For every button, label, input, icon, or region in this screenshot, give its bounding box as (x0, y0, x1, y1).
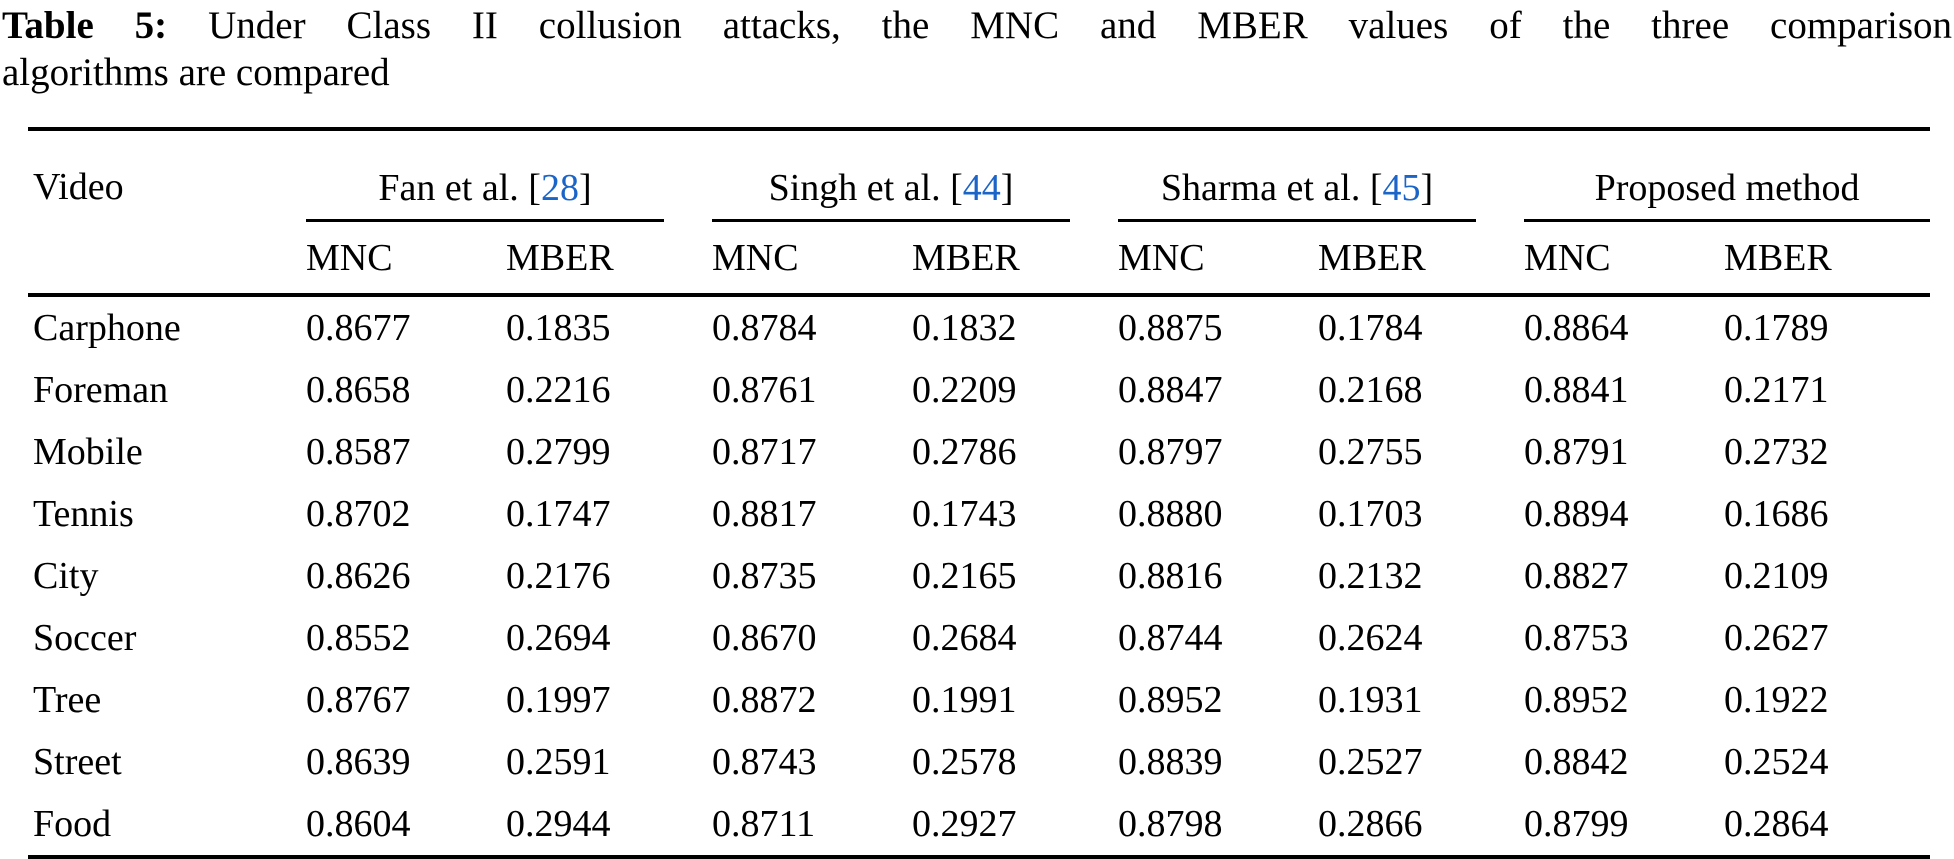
value-cell: 0.2171 (1724, 369, 1829, 411)
value-cell: 0.2168 (1318, 369, 1423, 411)
citation-link-45[interactable]: 45 (1382, 167, 1421, 209)
value-cell: 0.1743 (912, 493, 1017, 535)
value-cell: 0.8761 (712, 369, 817, 411)
value-cell: 0.1832 (912, 307, 1017, 349)
subheader-row (28, 222, 1930, 295)
value-cell: 0.2176 (506, 555, 611, 597)
group-header-singh (712, 129, 1118, 222)
bracket-open: [ (1360, 167, 1383, 209)
bracket-close: ] (578, 167, 592, 209)
subheader-spacer (28, 222, 306, 295)
table-row-soccer (28, 607, 1930, 669)
value-cell: 0.8791 (1524, 431, 1629, 473)
value-cell: 0.2864 (1724, 803, 1829, 845)
table-body (28, 295, 1930, 857)
value-cell: 0.8717 (712, 431, 817, 473)
value-cell: 0.2866 (1318, 803, 1423, 845)
value-cell: 0.2591 (506, 741, 611, 783)
group-name: Singh et al. (768, 167, 941, 209)
table-row-carphone (28, 295, 1930, 359)
value-cell: 0.8872 (712, 679, 817, 721)
group-header-sharma (1118, 129, 1524, 222)
value-cell: 0.8658 (306, 369, 411, 411)
value-cell: 0.1991 (912, 679, 1017, 721)
value-cell: 0.2694 (506, 617, 611, 659)
value-cell: 0.1747 (506, 493, 611, 535)
bracket-open: [ (518, 167, 541, 209)
value-cell: 0.8894 (1524, 493, 1629, 535)
caption-line-1 (2, 2, 1952, 49)
value-cell: 0.8827 (1524, 555, 1629, 597)
subheader-mber-singh: MBER (912, 222, 1118, 295)
value-cell: 0.2684 (912, 617, 1017, 659)
value-cell: 0.8880 (1118, 493, 1223, 535)
value-cell: 0.8677 (306, 307, 411, 349)
caption-text: Under Class II collusion attacks, the MNC and MBER values of the three comparison (208, 4, 1952, 47)
value-cell: 0.8767 (306, 679, 411, 721)
group-header-row (28, 129, 1930, 222)
value-cell: 0.1922 (1724, 679, 1829, 721)
value-cell: 0.8842 (1524, 741, 1629, 783)
value-cell: 0.8604 (306, 803, 411, 845)
value-cell: 0.1703 (1318, 493, 1423, 535)
citation-link-44[interactable]: 44 (962, 167, 1001, 209)
value-cell: 0.2732 (1724, 431, 1829, 473)
subheader-mber-proposed: MBER (1724, 222, 1930, 295)
value-cell: 0.2927 (912, 803, 1017, 845)
group-title (306, 166, 664, 222)
value-cell: 0.1686 (1724, 493, 1829, 535)
value-cell: 0.8798 (1118, 803, 1223, 845)
value-cell: 0.8952 (1118, 679, 1223, 721)
value-cell: 0.2209 (912, 369, 1017, 411)
value-cell: 0.8753 (1524, 617, 1629, 659)
video-name-cell: Foreman (33, 369, 169, 411)
group-title (1524, 166, 1930, 222)
value-cell: 0.8839 (1118, 741, 1223, 783)
table-row-food (28, 793, 1930, 857)
subheader-mnc-sharma: MNC (1118, 222, 1318, 295)
value-cell: 0.1931 (1318, 679, 1423, 721)
bracket-close: ] (1420, 167, 1434, 209)
column-header-video: Video (33, 166, 124, 208)
caption-line-2: algorithms are compared (2, 51, 390, 94)
video-name-cell: Soccer (33, 617, 137, 659)
video-name-cell: Food (33, 803, 112, 845)
table-row-tennis (28, 483, 1930, 545)
value-cell: 0.2624 (1318, 617, 1423, 659)
value-cell: 0.8743 (712, 741, 817, 783)
value-cell: 0.2132 (1318, 555, 1423, 597)
value-cell: 0.8841 (1524, 369, 1629, 411)
table-row-foreman (28, 359, 1930, 421)
table-row-tree (28, 669, 1930, 731)
value-cell: 0.8735 (712, 555, 817, 597)
citation-link-28[interactable]: 28 (540, 167, 579, 209)
value-cell: 0.8744 (1118, 617, 1223, 659)
video-name-cell: Carphone (33, 307, 181, 349)
subheader-mber-sharma: MBER (1318, 222, 1524, 295)
value-cell: 0.2786 (912, 431, 1017, 473)
value-cell: 0.2627 (1724, 617, 1829, 659)
table-row-mobile (28, 421, 1930, 483)
subheader-mnc-fan: MNC (306, 222, 506, 295)
value-cell: 0.2216 (506, 369, 611, 411)
value-cell: 0.8847 (1118, 369, 1223, 411)
group-name: Fan et al. (378, 167, 519, 209)
value-cell: 0.2799 (506, 431, 611, 473)
value-cell: 0.8552 (306, 617, 411, 659)
subheader-mnc-proposed: MNC (1524, 222, 1724, 295)
group-header-fan (306, 129, 712, 222)
value-cell: 0.8670 (712, 617, 817, 659)
value-cell: 0.8816 (1118, 555, 1223, 597)
value-cell: 0.2109 (1724, 555, 1829, 597)
value-cell: 0.8799 (1524, 803, 1629, 845)
value-cell: 0.8587 (306, 431, 411, 473)
table-row-street (28, 731, 1930, 793)
value-cell: 0.1784 (1318, 307, 1423, 349)
value-cell: 0.8784 (712, 307, 817, 349)
video-name-cell: City (33, 555, 99, 597)
value-cell: 0.1997 (506, 679, 611, 721)
value-cell: 0.8711 (712, 803, 816, 845)
group-title (1118, 166, 1476, 222)
video-name-cell: Mobile (33, 431, 143, 473)
value-cell: 0.8875 (1118, 307, 1223, 349)
group-name: Sharma et al. (1160, 167, 1361, 209)
subheader-mnc-singh: MNC (712, 222, 912, 295)
subheader-mber-fan: MBER (506, 222, 712, 295)
value-cell: 0.2578 (912, 741, 1017, 783)
table-row-city (28, 545, 1930, 607)
video-name-cell: Tree (33, 679, 102, 721)
value-cell: 0.2755 (1318, 431, 1423, 473)
bracket-close: ] (1000, 167, 1014, 209)
value-cell: 0.8817 (712, 493, 817, 535)
value-cell: 0.8639 (306, 741, 411, 783)
value-cell: 0.8952 (1524, 679, 1629, 721)
video-name-cell: Street (33, 741, 122, 783)
value-cell: 0.2165 (912, 555, 1017, 597)
value-cell: 0.2527 (1318, 741, 1423, 783)
value-cell: 0.8864 (1524, 307, 1629, 349)
value-cell: 0.2524 (1724, 741, 1829, 783)
group-header-proposed (1524, 129, 1930, 222)
value-cell: 0.2944 (506, 803, 611, 845)
bracket-open: [ (940, 167, 963, 209)
value-cell: 0.8797 (1118, 431, 1223, 473)
value-cell: 0.1789 (1724, 307, 1829, 349)
value-cell: 0.8702 (306, 493, 411, 535)
group-title (712, 166, 1070, 222)
table-caption (2, 2, 1952, 96)
comparison-table (28, 127, 1930, 859)
caption-label: Table 5: (2, 4, 168, 47)
group-name: Proposed method (1594, 167, 1860, 209)
value-cell: 0.1835 (506, 307, 611, 349)
video-name-cell: Tennis (33, 493, 134, 535)
value-cell: 0.8626 (306, 555, 411, 597)
